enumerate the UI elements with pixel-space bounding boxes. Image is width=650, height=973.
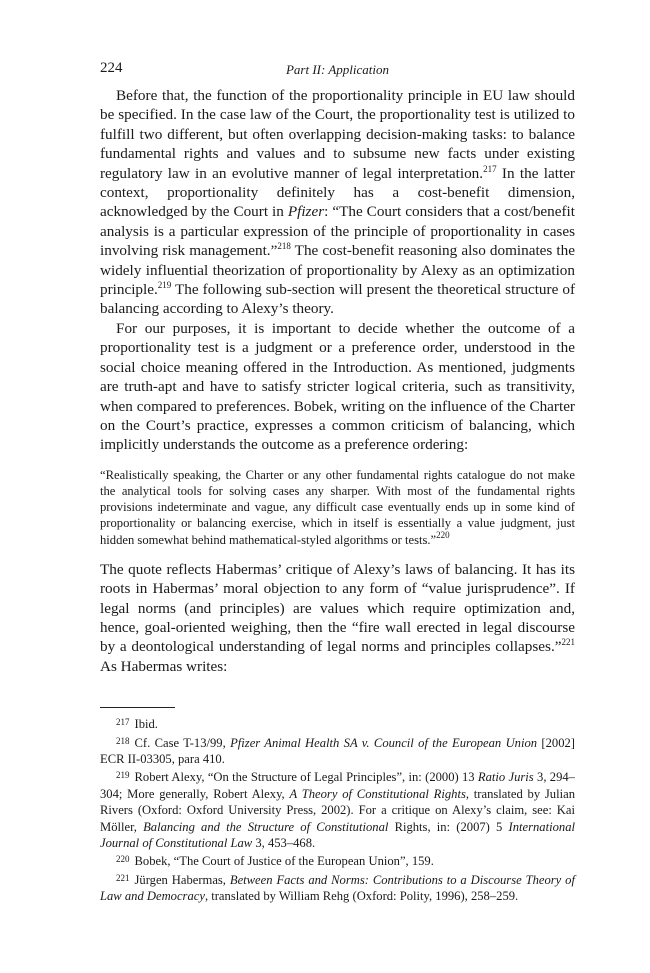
footnote-text: Rights, in: (2007) 5 (388, 819, 509, 834)
paragraph-3-text-b: As Habermas writes: (100, 657, 228, 675)
block-quote (100, 467, 575, 548)
footnote-217 (100, 714, 575, 732)
footnote-journal-title: International Journal of Constitutional Law (100, 819, 575, 851)
footnote-text: Cf. Case T-13/99, (134, 735, 231, 750)
page-number: 224 (100, 60, 123, 76)
paragraph-1-text-e: The following sub-section will present the theoretical structure of balancing according to Alexy’s theory. (100, 281, 575, 318)
paragraph-1-text-c: : “The Court considers that a cost/benefit analysis is a particular expression of the principle of proportionality in cases involving risk management.” (100, 203, 575, 260)
paragraph-1 (100, 86, 575, 319)
paragraph-1-text-b: In the latter context, proportionality definitely has a cost-benefit dimension, acknowledged by the Court in (100, 164, 575, 221)
footnote-number: 221 (116, 872, 130, 883)
running-head: Part II: Application (285, 62, 390, 77)
footnote-number: 220 (116, 854, 130, 865)
paragraph-2: For our purposes, it is important to decide whether the outcome of a proportionality test is a judgment or a preference order, understood in the social choice meaning offered in the Introduction. As mentioned, judgments are truth-apt and have to satisfy stricter logical criteria, such as transitivity, when compared to preferences. Bobek, writing on the influence of the Charter on the Court’s practice, expresses a common criticism of balancing, which implicitly understands the outcome as a preference ordering: (100, 319, 575, 454)
footnote-text: Jürgen Habermas, (134, 872, 230, 887)
footnote-ref-218[interactable]: 218 (277, 241, 291, 252)
footnote-ref-220[interactable]: 220 (436, 529, 450, 540)
footnote-text: [2002] ECR II-03305, para 410. (100, 735, 575, 766)
footnote-218 (100, 733, 575, 768)
footnote-text: Bobek, “The Court of Justice of the European Union”, 159. (134, 854, 434, 869)
footnote-text: Robert Alexy, “On the Structure of Legal Principles”, in: (2000) 13 (134, 770, 478, 785)
page-header (100, 58, 575, 86)
footnote-221 (100, 870, 575, 905)
footnote-journal-title: Ratio Juris (477, 770, 534, 785)
footnote-article-title: Balancing and the Structure of Constitutional (143, 819, 389, 834)
footnote-book-title: A Theory of Constitutional Rights (289, 786, 466, 801)
footnote-text: 3, 453–468. (252, 836, 316, 851)
footnote-text: 3, 294–304; More generally, Robert Alexy, (100, 770, 575, 801)
footnote-ref-219[interactable]: 219 (157, 280, 172, 291)
footnote-number: 217 (116, 717, 130, 728)
paragraph-3 (100, 560, 575, 676)
footnote-text: Ibid. (134, 717, 158, 732)
footnote-case-title: Pfizer Animal Health SA v. Council of the European Union (230, 735, 538, 750)
page (100, 58, 575, 905)
footnote-rule (100, 707, 175, 708)
footnote-219 (100, 767, 575, 851)
footnote-ref-221[interactable]: 221 (561, 637, 575, 648)
footnote-book-title: Between Facts and Norms: Contributions to a Discourse Theory of Law and Democracy (100, 872, 575, 904)
footnote-text: , translated by Julian Rivers (Oxford: Oxford University Press, 2002). For a critique on Alexy’s claim, see: Kai Möller, (100, 786, 575, 834)
footnote-number: 218 (116, 735, 130, 746)
footnote-number: 219 (116, 770, 130, 781)
footnote-text: , translated by William Rehg (Oxford: Polity, 1996), 258–259. (204, 889, 519, 904)
paragraph-3-text-a: The quote reflects Habermas’ critique of Alexy’s laws of balancing. It has its roots in Habermas’ moral objection to any form of “value jurisprudence”. If legal norms (and principles) are values which require optimization and, hence, goal-oriented weighing, then the “fire wall erected in legal discourse by a deontological understanding of legal norms and principles collapses.” (100, 560, 575, 656)
footnote-ref-217[interactable]: 217 (483, 163, 497, 174)
footnotes (100, 714, 575, 904)
case-name-pfizer: Pfizer (287, 203, 325, 221)
footnote-220 (100, 851, 575, 869)
paragraph-1-text-a: Before that, the function of the proportionality principle in EU law should be specified. In the case law of the Court, the proportionality test is utilized to fulfill two different, but often overlapping decision-making tasks: to balance fundamental rights and values and to subsume new facts under existing regulatory law in an evolutive manner of legal interpretation. (100, 87, 575, 182)
block-quote-text: “Realistically speaking, the Charter or any other fundamental rights catalogue do not make the analytical tools for solving cases any sharper. With most of the fundamental rights provisions indeterminate and vague, any difficult case eventually ends up in some kind of proportionality or balancing exercise, which in itself is essentially a value judgment, just hidden somewhat behind mathematical-styled algorithms or tests.” (100, 467, 575, 547)
paragraph-1-text-d: The cost-benefit reasoning also dominates the widely influential theorization of proportionality by Alexy as an optimization principle. (100, 242, 575, 299)
